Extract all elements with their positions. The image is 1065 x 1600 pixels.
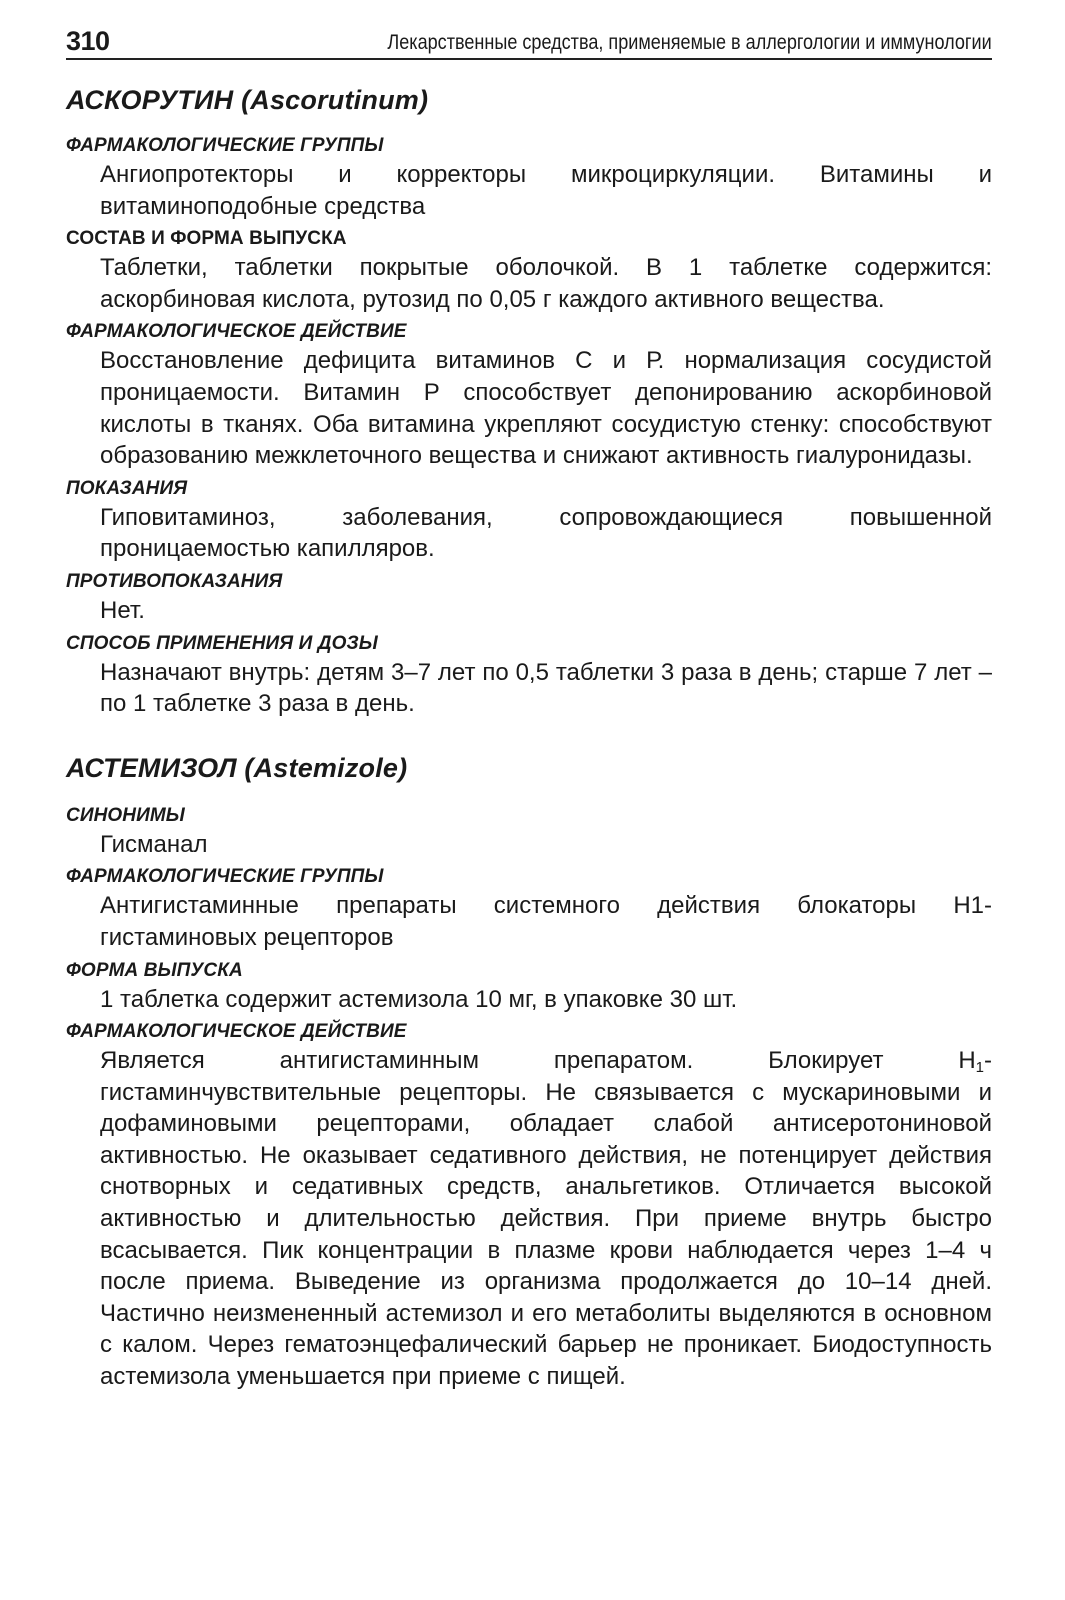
- section-text-composition: Таблетки, таблетки покрытые оболочкой. В 1 таблетке содержится: аскорбиновая кислота, рутозид по 0,05 г каждого активного вещества.: [100, 254, 992, 313]
- section-heading-indications: ПОКАЗАНИЯ: [66, 477, 188, 499]
- drug-title: АСТЕМИЗОЛ (Astemizole): [66, 752, 408, 783]
- section-text-contraindications: Нет.: [100, 596, 145, 624]
- page-header: [66, 26, 992, 60]
- section-heading-groups: ФАРМАКОЛОГИЧЕСКИЕ ГРУППЫ: [66, 866, 384, 888]
- section-heading-action: ФАРМАКОЛОГИЧЕСКОЕ ДЕЙСТВИЕ: [66, 1021, 407, 1043]
- drug-entry-ascorutin: [66, 84, 992, 720]
- section-text-groups: Антигистаминные препараты системного действия блокаторы Н1-гистаминовых рецепторов: [100, 892, 992, 951]
- section-text-dosage: Назначают внутрь: детям 3–7 лет по 0,5 таблетки 3 раза в день; старше 7 лет – по 1 таблетке 3 раза в день.: [100, 658, 992, 718]
- section-text-synonyms: Гисманал: [100, 830, 208, 858]
- section-heading-contraindications: ПРОТИВОПОКАЗАНИЯ: [66, 570, 283, 592]
- section-heading-groups: ФАРМАКОЛОГИЧЕСКИЕ ГРУППЫ: [66, 135, 384, 156]
- section-text-action: Восстановление дефицита витаминов С и Р. нормализация сосудистой проницаемости. Витамин Р способствует депонированию аскорбиновой кислоты в тканях. Оба витамина укрепляют сосудистую стенку: способствуют образованию межклеточного вещества и снижают активность гиалуронидазы.: [100, 347, 992, 470]
- drug-entry-astemizole: [66, 752, 992, 1393]
- section-heading-composition: СОСТАВ И ФОРМА ВЫПУСКА: [66, 228, 347, 250]
- drug-title: АСКОРУТИН (Ascorutinum): [66, 85, 429, 115]
- section-heading-dosage: СПОСОБ ПРИМЕНЕНИЯ И ДОЗЫ: [66, 632, 378, 654]
- running-title: Лекарственные средства, применяемые в аллергологии и иммунологии: [387, 31, 992, 54]
- section-heading-synonyms: СИНОНИМЫ: [66, 804, 185, 826]
- action-text-end: -гистаминчувствительные рецепторы. Не связывается с мускариновыми и дофаминовыми рецепторами, обладает слабой антисеротониновой активностью. Не оказывает седативного действия, не потенцирует действия снотворных и седативных средств, анальгетиков. Отличается высокой активностью и длительностью действия. При приеме внутрь быстро всасывается. Пик концентрации в плазме крови наблюдается через 1–4 ч после приема. Выведение из организма продолжается до 10–14 дней. Частично неизмененный астемизол и его метаболиты выделяются в основном с калом. Через гематоэнцефалический барьер не проникает. Биодоступность астемизола уменьшается при приеме с пищей.: [100, 1047, 992, 1391]
- subscript-index: 1: [975, 1059, 984, 1077]
- page-content: [66, 84, 992, 1398]
- section-heading-action: ФАРМАКОЛОГИЧЕСКОЕ ДЕЙСТВИЕ: [66, 321, 407, 343]
- section-text-action: [100, 1045, 992, 1393]
- section-text-groups: Ангиопротекторы и корректоры микроциркуляции. Витамины и витаминоподобные средства: [100, 161, 992, 220]
- section-heading-form: ФОРМА ВЫПУСКА: [66, 959, 243, 981]
- section-text-indications: Гиповитаминоз, заболевания, сопровождающиеся повышенной проницаемостью капилляров.: [100, 503, 992, 563]
- action-text-start: Является антигистаминным препаратом. Блокирует Н: [100, 1047, 976, 1075]
- section-text-form: 1 таблетка содержит астемизола 10 мг, в упаковке 30 шт.: [100, 985, 738, 1013]
- page-number: 310: [66, 26, 110, 56]
